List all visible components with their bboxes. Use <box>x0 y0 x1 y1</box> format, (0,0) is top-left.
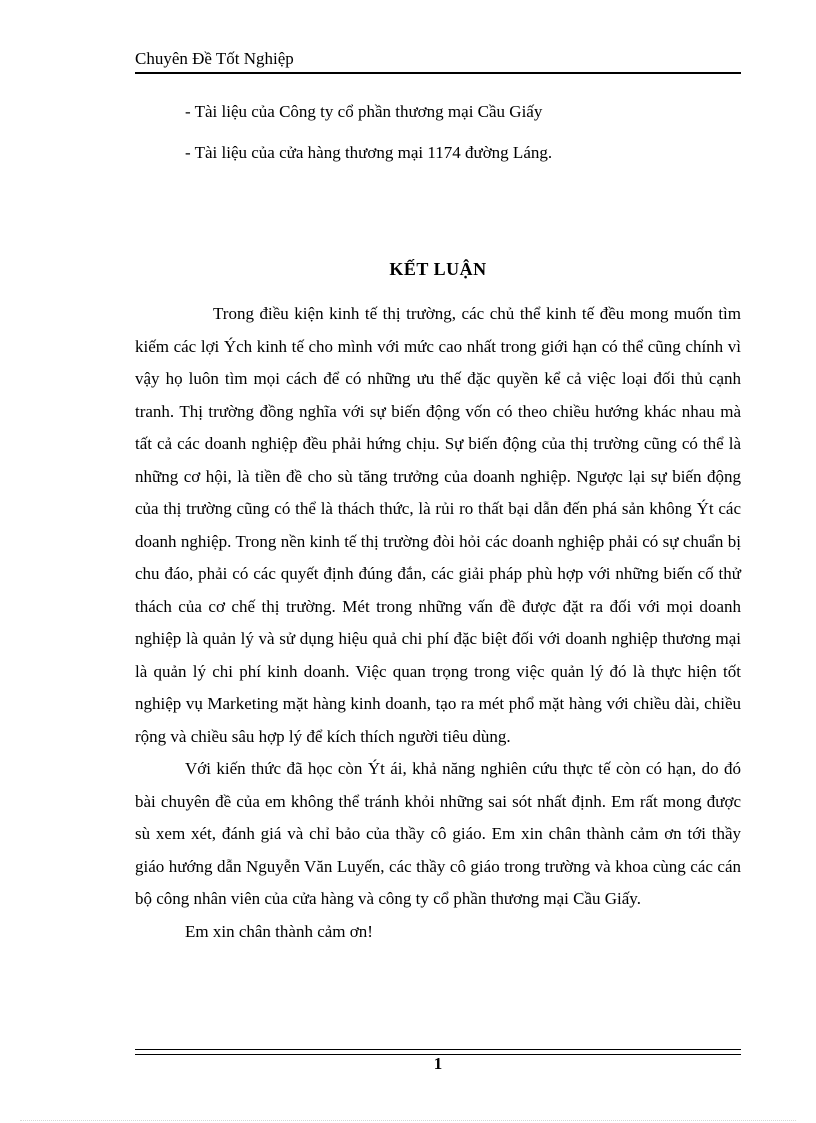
document-body <box>135 298 741 948</box>
paragraph-acknowledgement: Với kiến thức đã học còn Ýt ái, khả năng nghiên cứu thực tế còn có hạn, do đó bài chuyên đề của em không thể tránh khỏi những sai sót nhất định. Em rất mong được sù xem xét, đánh giá và chỉ bảo của thầy cô giáo. Em xin chân thành cảm ơn tới thầy giáo hướng dẫn Nguyễn Văn Luyến, các thầy cô giáo trong trường và khoa cùng các cán bộ công nhân viên của cửa hàng và công ty cổ phần thương mại Cầu Giấy. <box>135 759 741 908</box>
page-edge-divider <box>20 1120 796 1121</box>
paragraph-thanks: Em xin chân thành cảm ơn! <box>185 921 373 941</box>
reference-list <box>185 101 741 183</box>
paragraph-conclusion: Trong điều kiện kinh tế thị trường, các chủ thể kinh tế đều mong muốn tìm kiếm các lợi Ých kinh tế cho mình với mức cao nhất trong giới hạn có thể cũng chính vì vậy họ luôn tìm mọi cách để có những ưu thế đặc quyền kể cả việc loại đối thủ cạnh tranh. Thị trường đồng nghĩa với sự biến động vốn có theo chiều hướng khác nhau mà tất cả các doanh nghiệp đều phải hứng chịu. Sự biến động của thị trường cũng có thể là những cơ hội, là tiền đề cho sù tăng trưởng của doanh nghiệp. Ngược lại sự biến động của thị trường cũng có thể là thách thức, là rủi ro thất bại dẫn đến phá sản không Ýt các doanh nghiệp. Trong nền kinh tế thị trường đòi hỏi các doanh nghiệp phải có sự chuẩn bị chu đáo, phải có các quyết định đúng đắn, các giải pháp phù hợp với những biến cố thử thách của cơ chế thị trường. Mét trong những vấn đề được đặt ra đối với mọi doanh nghiệp là quản lý và sử dụng hiệu quả chi phí đặc biệt đối với doanh nghiệp thương mại là quản lý chi phí kinh doanh. Việc quan trọng trong việc quản lý đó là thực hiện tốt nghiệp vụ Marketing mặt hàng kinh doanh, tạo ra mét phổ mặt hàng với chiều dài, chiều rộng và chiều sâu hợp lý để kích thích người tiêu dùng. <box>135 304 741 746</box>
page-number: 1 <box>433 1054 443 1073</box>
header-title: Chuyên Đề Tốt Nghiệp <box>135 49 294 68</box>
reference-item: - Tài liệu của Công ty cổ phần thương mại Cầu Giấy <box>185 102 543 121</box>
reference-item: - Tài liệu của cửa hàng thương mại 1174 đường Láng. <box>185 143 553 162</box>
section-title: KẾT LUẬN <box>389 259 487 279</box>
page-header <box>135 48 741 74</box>
